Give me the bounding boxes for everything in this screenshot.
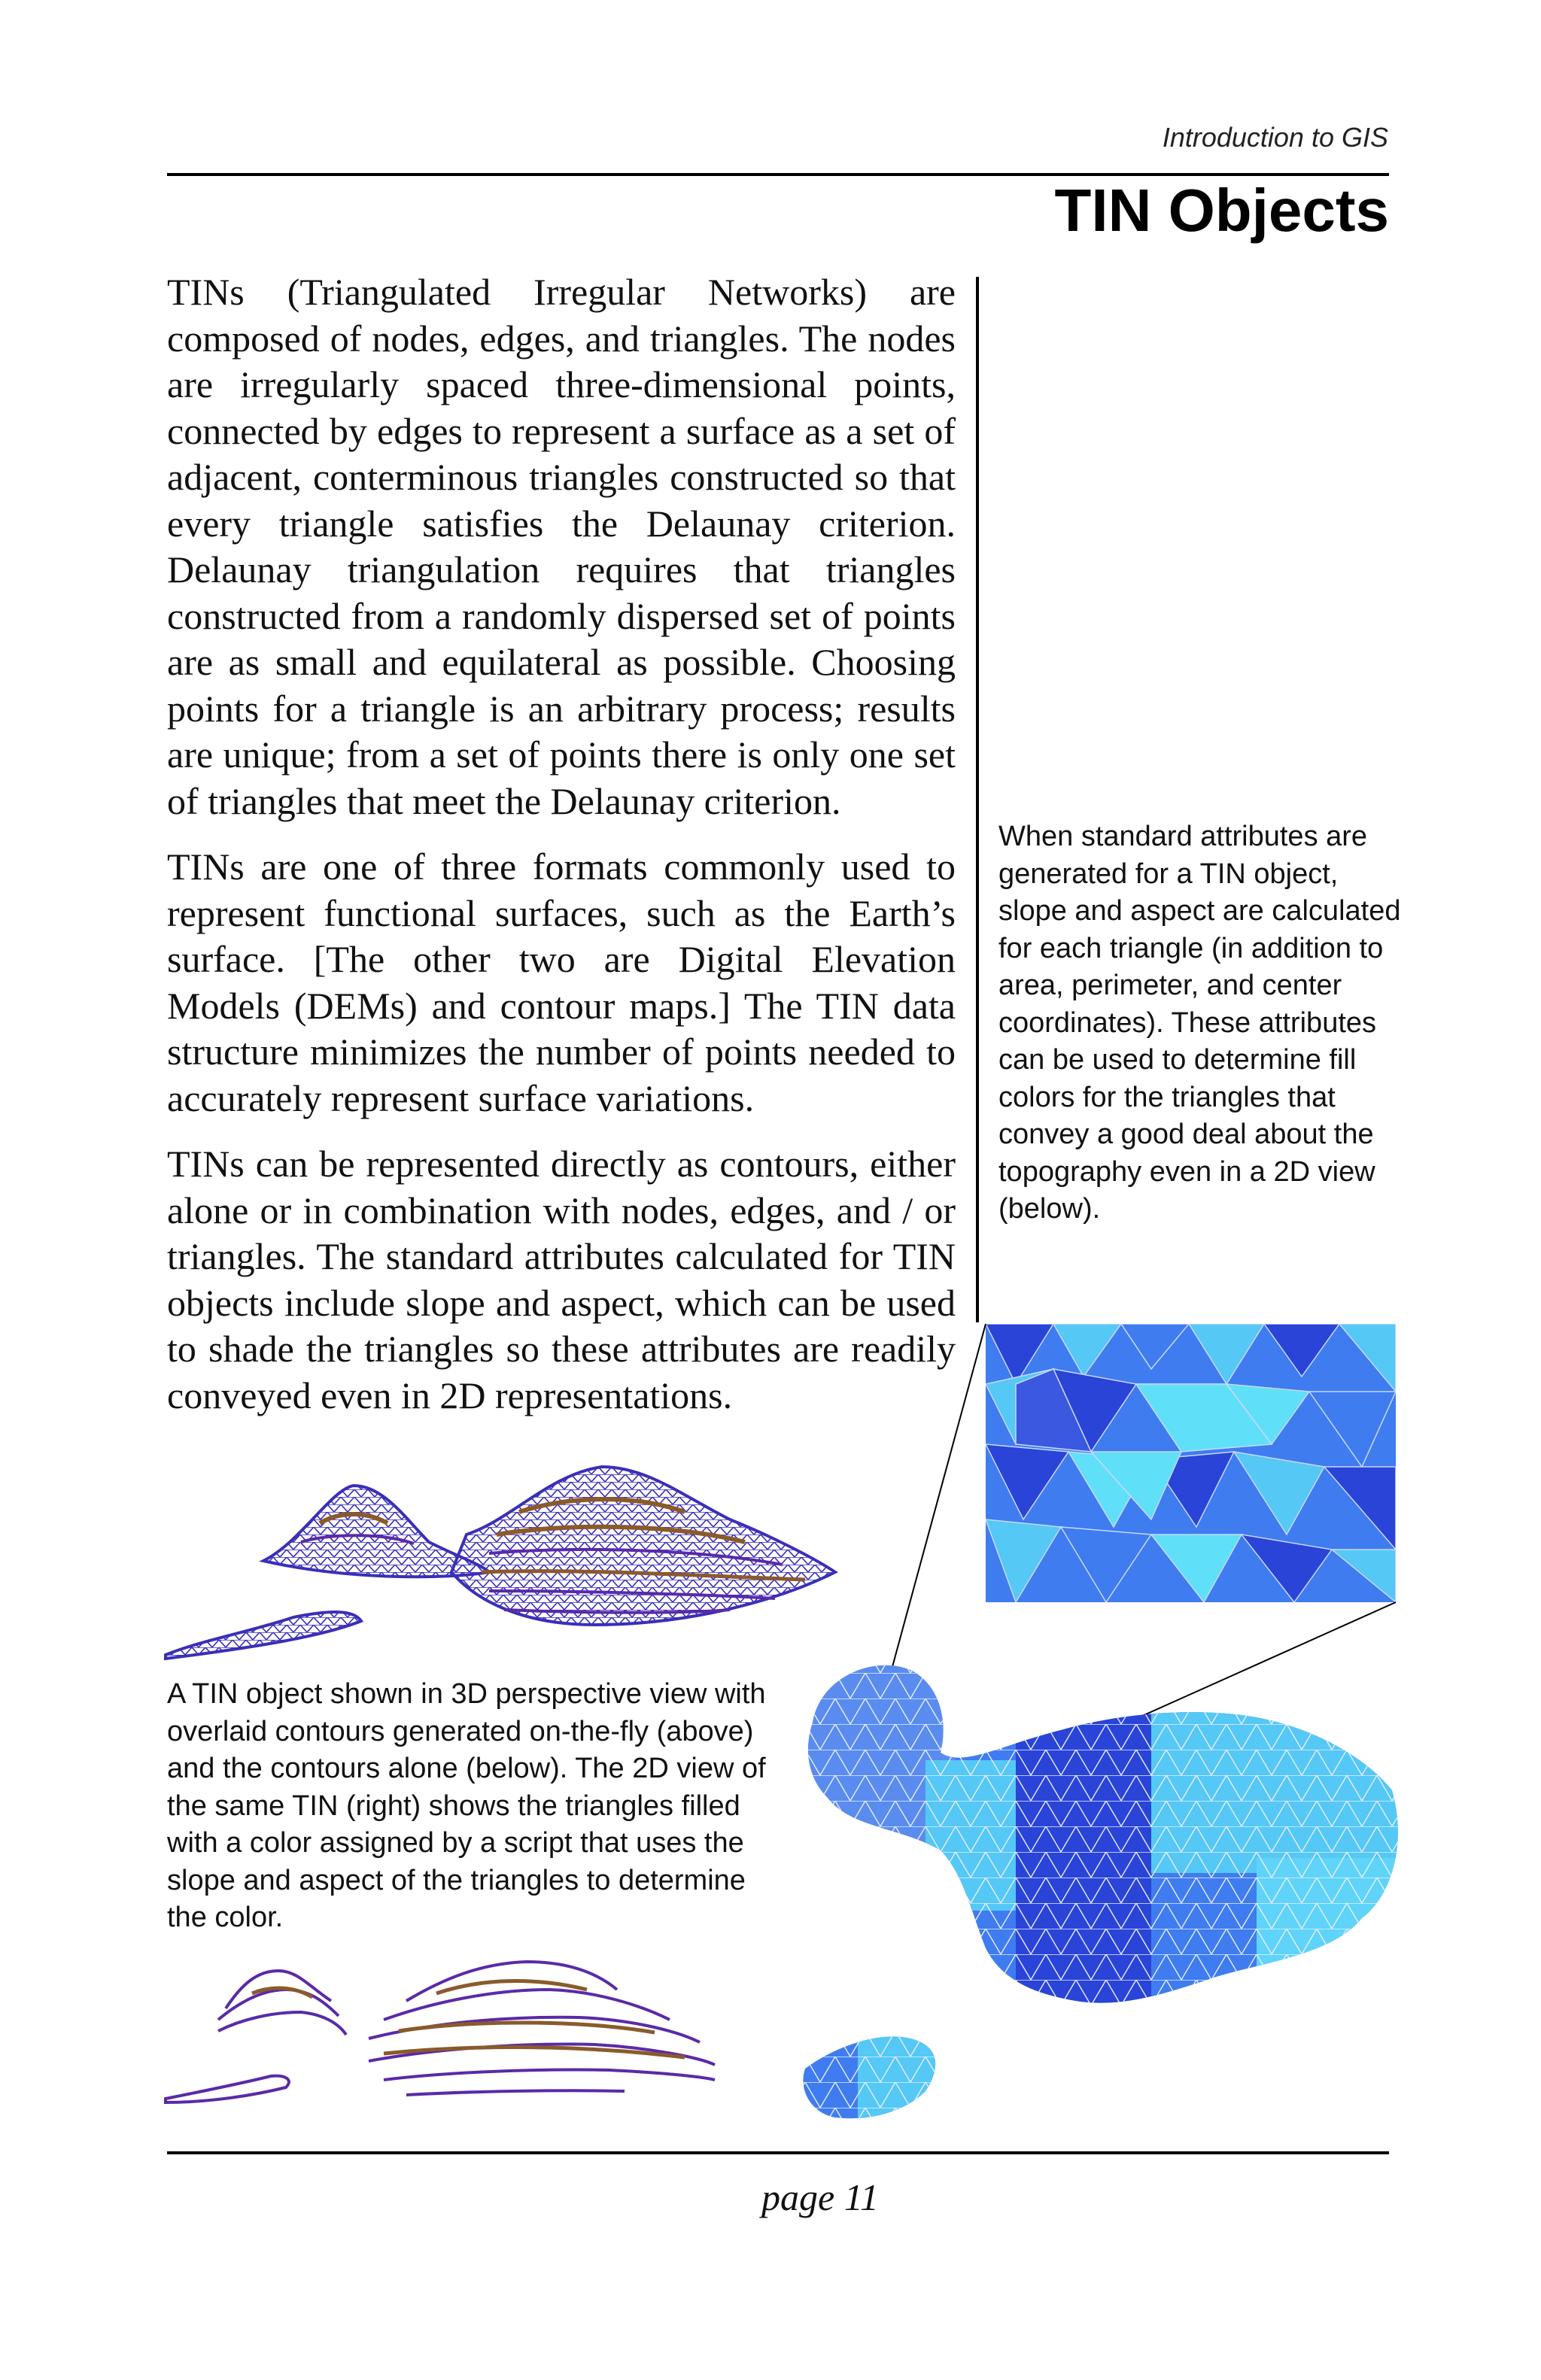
sidebar-note: When standard attributes are generated for a TIN object, slope and aspect are calculated for each triangle (in addition to area, perimeter, and center coordinates). These attributes can be used to determine fill colors for the triangles that convey a good deal about the topography even in a 2D view (below). xyxy=(998,821,1401,1225)
page-title: TIN Objects xyxy=(1054,177,1389,244)
footer-rule xyxy=(167,2151,1389,2154)
body-paragraph-1: TINs (Triangulated Irregular Networks) are composed of nodes, edges, and triangles. The nodes are irregularly spaced three-dimensional points, connected by edges to represent a surface as a set of adjacent, conterminous triangles constructed so that every triangle satisfies the Delaunay criterion. Delaunay triangulation requires that triangles constructed from a randomly dispersed set of points are as small and equilateral as possible. Choosing points for a triangle is an arbitrary process; results are unique; from a set of points there is only one set of triangles that meet the Delaunay criterion. xyxy=(167,271,956,822)
body-paragraph-3: TINs can be represented directly as contours, either alone or in combination with nodes, edges, and / or triangles. The standard attributes calculated for TIN objects include slope and aspect, which can be used to shade the triangles so these attributes are readily conveyed even in 2D representations. xyxy=(167,1143,956,1416)
tin-2d-islands-figure xyxy=(790,1647,1407,2136)
page-number: page 11 xyxy=(761,2176,879,2218)
running-head: Introduction to GIS xyxy=(1162,122,1388,153)
figure-caption: A TIN object shown in 3D perspective view with overlaid contours generated on-the-fly (above) and the contours alone (below). The 2D view of the same TIN (right) shows the triangles filled with a color assigned by a script that uses the slope and aspect of the triangles to determine the color. xyxy=(167,1678,766,1933)
body-paragraph-2: TINs are one of three formats commonly used to represent functional surfaces, such as the Earth’s surface. [The other two are Digital Elevation Models (DEMs) and contour maps.] The TIN data structure minimizes the number of points needed to accurately represent surface variations. xyxy=(167,845,956,1119)
